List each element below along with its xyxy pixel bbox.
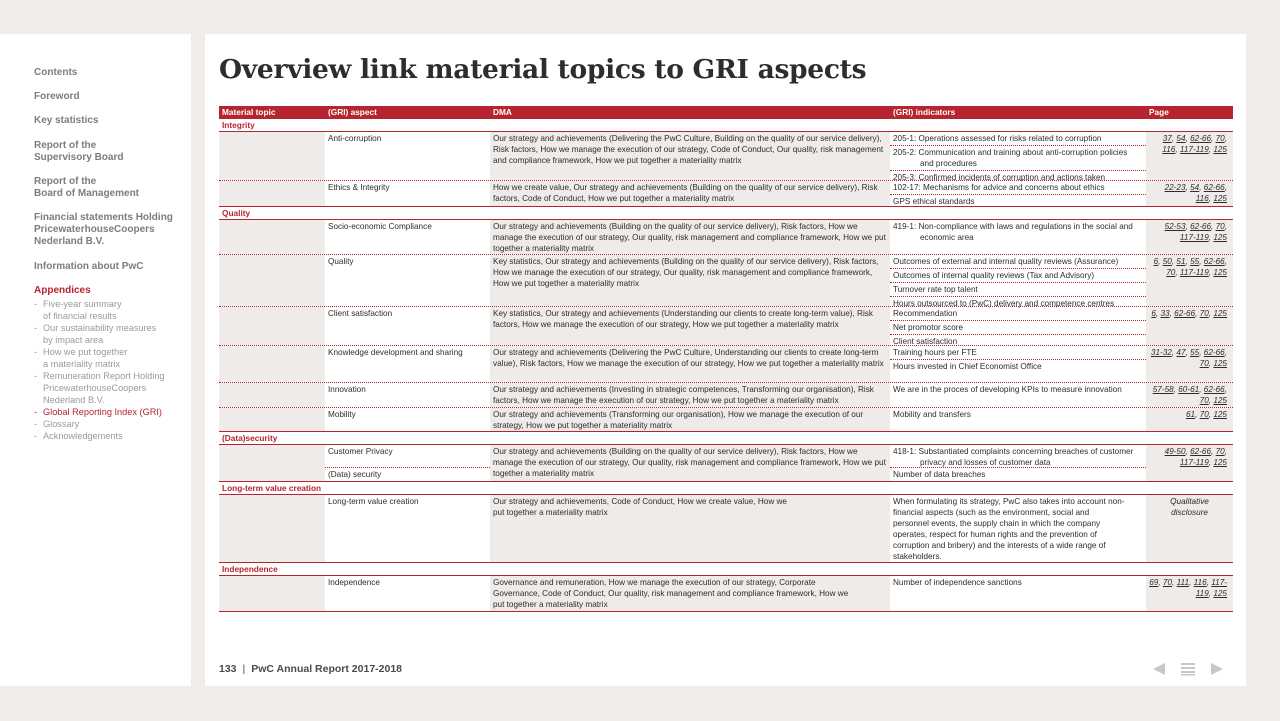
page-link[interactable]: 117-119	[1179, 145, 1209, 154]
page-link[interactable]: 31-32	[1150, 348, 1172, 357]
page-link[interactable]: 125	[1213, 309, 1227, 318]
indicator-item	[890, 346, 1146, 360]
table-row	[219, 307, 1233, 346]
qualitative-disclosure: Qualitative disclosure	[1170, 497, 1209, 517]
dash-marker: -	[34, 371, 38, 381]
indicator-item	[890, 307, 1146, 321]
group-data-security: (Data)security	[219, 432, 1233, 445]
group-integrity: Integrity	[219, 119, 1233, 132]
indicator-text: Recommendation	[893, 309, 958, 318]
page-link[interactable]: 125	[1213, 410, 1227, 419]
page-content	[205, 34, 1246, 686]
indicator-text: 205-1: Operations assessed for risks related to corruption	[893, 134, 1102, 143]
sidebar-item-financial-statements[interactable]: Financial statements Holding PricewaterhouseCoopers Nederland B.V.	[34, 212, 173, 247]
indicators-cell	[890, 408, 1146, 421]
page-links-cell[interactable]: 61, 70, 125	[1185, 410, 1227, 419]
page-link[interactable]: 70	[1199, 396, 1209, 405]
page-links-cell[interactable]: 31-32, 47, 55, 62-66, 70, 125	[1150, 348, 1227, 368]
page-link[interactable]: 70	[1215, 222, 1225, 231]
sidebar-item-information-about-pwc[interactable]: Information about PwC	[34, 261, 144, 272]
table-row	[219, 408, 1233, 432]
dash-marker: -	[34, 407, 38, 417]
sidebar-subitem-label: How we put together a materiality matrix	[43, 347, 128, 369]
page-link[interactable]: 49-50	[1164, 447, 1186, 456]
page-link[interactable]: 6	[1153, 257, 1159, 266]
indicators-cell	[890, 220, 1146, 244]
table-row	[219, 132, 1233, 181]
page-link[interactable]: 52-53	[1164, 222, 1186, 231]
cell-shade	[219, 307, 325, 345]
page-link[interactable]: 117-119	[1195, 578, 1227, 598]
page-link[interactable]: 22-23	[1164, 183, 1186, 192]
aspect-cell: Mobility	[328, 410, 356, 419]
header-dma: DMA	[493, 107, 512, 117]
sidebar-item-supervisory-board[interactable]: Report of the Supervisory Board	[34, 140, 124, 163]
page-link[interactable]: 125	[1213, 194, 1227, 203]
indicator-text: Number of independence sanctions	[893, 578, 1022, 587]
page-link[interactable]: 125	[1213, 268, 1227, 277]
sidebar-item-appendices[interactable]: Appendices	[34, 285, 91, 296]
page-link[interactable]: 69	[1149, 578, 1159, 587]
page-link[interactable]: 117-119	[1179, 233, 1209, 242]
indicator-text: Turnover rate top talent	[893, 285, 978, 294]
appendices-list	[34, 298, 194, 442]
page-link[interactable]: 62-66	[1190, 447, 1212, 456]
sidebar-subitem-sustainability-measures[interactable]	[34, 322, 194, 346]
indicator-text: Hours invested in Chief Economist Office	[893, 362, 1042, 371]
page-link[interactable]: 62-66	[1203, 385, 1225, 394]
group-long-term-value-creation: Long-term value creation	[219, 482, 1233, 495]
indicators-cell	[890, 576, 1146, 589]
sidebar-subitem-acknowledgements[interactable]	[34, 430, 194, 442]
triangle-left-icon[interactable]	[1152, 662, 1166, 681]
dash-marker: -	[34, 431, 38, 441]
dma-cell: Our strategy and achievements, Code of Conduct, How we create value, How we put together a materiality matrix	[493, 497, 787, 517]
cell-shade	[219, 181, 325, 206]
sidebar-subitem-label: Our sustainability measures by impact area	[43, 323, 157, 345]
page-link[interactable]: 61	[1185, 410, 1196, 419]
page-links-cell[interactable]: 6, 33, 62-66, 70, 125	[1151, 309, 1227, 318]
indicators-cell	[890, 445, 1146, 481]
aspect-cell: Anti-corruption	[328, 134, 382, 143]
page-link[interactable]: 55	[1190, 348, 1200, 357]
header-page: Page	[1149, 107, 1169, 117]
table-row	[219, 181, 1233, 207]
indicators-cell	[890, 346, 1146, 373]
aspect-cell: Socio-economic Compliance	[328, 222, 432, 231]
triangle-right-icon[interactable]	[1210, 662, 1224, 681]
indicator-text: Outcomes of internal quality reviews (Tax and Advisory)	[893, 271, 1095, 280]
page-link[interactable]: 60-61	[1178, 385, 1200, 394]
cell-shade	[219, 383, 325, 407]
page-title: Overview link material topics to GRI aspects	[219, 54, 867, 85]
cell-shade	[219, 445, 325, 481]
page-link[interactable]: 70	[1199, 410, 1209, 419]
aspect-text: Customer Privacy	[328, 447, 393, 456]
sidebar-subitem-label: Acknowledgements	[43, 431, 123, 441]
page-link[interactable]: 70	[1215, 134, 1225, 143]
indicator-text: Outcomes of external and internal quality reviews (Assurance)	[893, 257, 1119, 266]
sidebar-subitem-remuneration-report[interactable]	[34, 370, 194, 406]
page-number: 133	[219, 663, 237, 675]
table-row	[219, 383, 1233, 408]
dma-cell: Key statistics, Our strategy and achievements (Understanding our clients to create long-term value), Risk factors, How we manage the execution of our strategy, How we put together a materiality matrix	[493, 309, 873, 329]
indicator-item	[890, 408, 1146, 421]
dma-cell: Our strategy and achievements (Delivering the PwC Culture, Understanding our clients to create long-term value), Risk factors, How we manage the execution of our strategy, How we put together a materiality matrix	[493, 348, 884, 368]
page-link[interactable]: 70	[1166, 268, 1176, 277]
indicator-item	[890, 576, 1146, 589]
page-link[interactable]: 33	[1160, 309, 1170, 318]
page-link[interactable]: 37	[1162, 134, 1172, 143]
dma-cell: Our strategy and achievements (Transforming our organisation), How we manage the execution of our strategy, How we put together a materiality matrix	[493, 410, 864, 430]
cell-shade	[219, 408, 325, 431]
table-row	[219, 255, 1233, 307]
page-link[interactable]: 116	[1195, 194, 1209, 203]
indicator-text: 205-3: Confirmed incidents of corruption and actions taken	[893, 173, 1106, 182]
cell-shade	[219, 346, 325, 382]
page-link[interactable]: 6	[1151, 309, 1156, 318]
indicator-text: Number of data breaches	[893, 470, 986, 479]
table-row	[219, 576, 1233, 612]
sidebar-subitem-gri[interactable]	[34, 406, 194, 418]
dma-cell: Governance and remuneration, How we manage the execution of our strategy, Corporate Governance, Code of Conduct, Our quality, risk management and compliance framework, How we put together a materiality matrix	[493, 578, 849, 609]
page-link[interactable]: 117-119	[1179, 268, 1209, 277]
sidebar-subitem-glossary[interactable]	[34, 418, 194, 430]
indicator-item	[890, 468, 1146, 481]
gri-table	[219, 106, 1233, 612]
sidebar-item-key-statistics[interactable]: Key statistics	[34, 115, 99, 126]
aspect-item	[325, 468, 490, 481]
page-link[interactable]: 57-58	[1152, 385, 1174, 394]
indicators-cell	[890, 307, 1146, 348]
indicator-item	[890, 269, 1146, 283]
indicator-item	[890, 445, 1146, 468]
header-gri-indicators: (GRI) indicators	[893, 107, 956, 117]
table-row	[219, 445, 1233, 482]
cell-shade	[219, 132, 325, 180]
page-link[interactable]: 70	[1199, 309, 1209, 318]
dash-marker: -	[34, 419, 38, 429]
indicator-item	[890, 146, 1146, 171]
indicator-text: We are in the proces of developing KPIs to measure innovation	[893, 385, 1122, 394]
cell-shade	[219, 576, 325, 611]
page-links-cell[interactable]: 6, 50, 51, 55, 62-66, 70, 117-119, 125	[1153, 257, 1227, 277]
indicator-item	[890, 220, 1146, 244]
indicator-text: Training hours per FTE	[893, 348, 977, 357]
indicator-text: 205-2: Communication and training about anti-corruption policies and procedures	[893, 148, 1128, 168]
sidebar-subitem-five-year-summary[interactable]	[34, 298, 194, 322]
dma-cell: Our strategy and achievements (Investing in strategic competences, Transforming our organisation), Risk factors, How we manage the execution of our strategy, How we put together a materiality matrix	[493, 385, 874, 405]
indicator-text: Client satisfaction	[893, 337, 958, 346]
page-link[interactable]: 125	[1213, 589, 1227, 598]
aspect-cell: Knowledge development and sharing	[328, 348, 463, 357]
page-link[interactable]: 111	[1176, 578, 1190, 587]
sidebar-subitem-label: Global Reporting Index (GRI)	[43, 407, 162, 417]
group-quality: Quality	[219, 207, 1233, 220]
report-title: PwC Annual Report 2017-2018	[251, 663, 403, 675]
page-link[interactable]: 62-66	[1190, 134, 1212, 143]
page-link[interactable]: 117-119	[1179, 458, 1209, 467]
page-link[interactable]: 70	[1162, 578, 1173, 587]
indicator-text: Hours outsourced to (PwC) delivery and competence centres	[893, 299, 1115, 308]
page-links-cell[interactable]: 57-58, 60-61, 62-66, 70, 125	[1152, 385, 1227, 405]
aspect-cell: Long-term value creation	[328, 497, 419, 506]
sidebar-subitem-label: Remuneration Report Holding PricewaterhouseCoopers Nederland B.V.	[43, 371, 165, 405]
indicator-item	[890, 383, 1146, 396]
footer-separator: |	[242, 663, 246, 675]
cell-shade	[219, 495, 325, 562]
sidebar-subitem-materiality-matrix[interactable]	[34, 346, 194, 370]
page-links-cell[interactable]: 69, 70, 111, 116, 117-119, 125	[1149, 578, 1227, 598]
indicator-item	[890, 255, 1146, 269]
page-footer	[219, 663, 402, 675]
indicators-cell	[890, 181, 1146, 208]
page-link[interactable]: 62-66	[1190, 222, 1212, 231]
aspect-cell: Client satisfaction	[328, 309, 393, 318]
aspect-cell: Independence	[328, 578, 380, 587]
dma-cell: Our strategy and achievements (Delivering the PwC Culture, Building on the quality of our service delivery), Risk factors, How we manage the execution of our strategy, Code of Conduct, Our quality, risk management and compliance framework, How we put together a materiality matrix	[493, 134, 884, 165]
page-link[interactable]: 62-66	[1203, 257, 1225, 266]
page-links-cell[interactable]: 22-23, 54, 62-66, 116, 125	[1164, 183, 1227, 203]
table-row	[219, 495, 1233, 563]
page-link[interactable]: 54	[1176, 134, 1186, 143]
aspect-cell: Innovation	[328, 385, 366, 394]
dash-marker: -	[34, 347, 38, 357]
page-link[interactable]: 62-66	[1203, 183, 1225, 192]
table-row	[219, 220, 1233, 255]
sidebar-subitem-label: Glossary	[43, 419, 80, 429]
page-link[interactable]: 62-66	[1203, 348, 1225, 357]
sidebar	[0, 34, 191, 686]
page-links-cell[interactable]: 49-50, 62-66, 70, 117-119, 125	[1164, 447, 1227, 467]
indicator-item	[890, 321, 1146, 335]
page-link[interactable]: 51	[1176, 257, 1186, 266]
indicators-cell	[890, 132, 1146, 184]
dash-marker: -	[34, 299, 38, 309]
sidebar-item-foreword[interactable]: Foreword	[34, 91, 80, 102]
indicator-text: 102-17: Mechanisms for advice and concerns about ethics	[893, 183, 1105, 192]
header-gri-aspect: (GRI) aspect	[328, 107, 377, 117]
page-link[interactable]: 125	[1213, 458, 1227, 467]
page-link[interactable]: 125	[1213, 145, 1227, 154]
aspect-cell: Quality	[328, 257, 354, 266]
sidebar-subitem-label: Five-year summary of financial results	[43, 299, 122, 321]
dma-cell: Key statistics, Our strategy and achievements (Building on the quality of our service delivery), Risk factors, How we manage the execution of our strategy, Our quality, risk management and compliance framework, How we put together a materiality matrix	[493, 257, 879, 288]
page-link[interactable]: 116	[1193, 578, 1207, 587]
table-header	[219, 106, 1233, 119]
page-link[interactable]: 62-66	[1174, 309, 1196, 318]
indicator-text: Net promotor score	[893, 323, 964, 332]
cell-shade	[219, 255, 325, 306]
page-link[interactable]: 50	[1162, 257, 1172, 266]
aspect-cell	[325, 445, 490, 481]
page-navigation	[1152, 662, 1224, 678]
page-link[interactable]: 55	[1190, 257, 1200, 266]
table-row	[219, 346, 1233, 383]
indicator-text: 419-1: Non-compliance with laws and regulations in the social and economic area	[893, 222, 1133, 242]
page-link[interactable]: 54	[1190, 183, 1200, 192]
aspect-text: (Data) security	[328, 470, 382, 479]
indicator-text: 418-1: Substantiated complaints concerning breaches of customer privacy and losses of customer data	[893, 447, 1134, 467]
indicator-text: GPS ethical standards	[893, 197, 975, 206]
dma-cell: Our strategy and achievements (Building on the quality of our service delivery), Risk factors, How we manage the execution of our strategy, Our quality, risk management and compliance framework, How we put together a materiality matrix	[493, 222, 886, 253]
indicator-item	[890, 360, 1146, 373]
indicators-cell: When formulating its strategy, PwC also takes into account non-financial aspects (such as the environment, social and personnel events, the supply chain in which the company operates, respect for human rights and the prevention of corruption and bribery) and the interests of a wide range of stakeholders.	[893, 497, 1125, 561]
page-link[interactable]: 125	[1213, 359, 1227, 368]
sidebar-item-board-of-management[interactable]: Report of the Board of Management	[34, 176, 140, 199]
indicators-cell	[890, 383, 1146, 396]
indicator-item	[890, 283, 1146, 297]
page-link[interactable]: 70	[1215, 447, 1225, 456]
page-link[interactable]: 116	[1162, 145, 1176, 154]
group-independence: Independence	[219, 563, 1233, 576]
page-link[interactable]: 47	[1176, 348, 1186, 357]
header-material-topic: Material topic	[222, 107, 276, 117]
page-link[interactable]: 125	[1213, 233, 1227, 242]
menu-lines-icon[interactable]	[1180, 662, 1196, 681]
cell-shade	[219, 220, 325, 254]
dash-marker: -	[34, 323, 38, 333]
dma-cell: Our strategy and achievements (Building on the quality of our service delivery), Risk factors, How we manage the execution of our strategy, Our quality, risk management and compliance framework, How we put together a materiality matrix	[493, 447, 886, 478]
page-link[interactable]: 70	[1199, 359, 1209, 368]
aspect-item	[325, 445, 490, 468]
indicator-text: Mobility and transfers	[893, 410, 971, 419]
page-links-cell[interactable]: 52-53, 62-66, 70, 117-119, 125	[1164, 222, 1227, 242]
sidebar-item-contents[interactable]: Contents	[34, 67, 78, 78]
aspect-cell: Ethics & Integrity	[328, 183, 390, 192]
indicator-item	[890, 132, 1146, 146]
page-links-cell[interactable]: 37, 54, 62-66, 70, 116, 117-119, 125	[1162, 134, 1227, 154]
indicator-item	[890, 181, 1146, 195]
indicators-cell	[890, 255, 1146, 310]
page-link[interactable]: 125	[1213, 396, 1227, 405]
dma-cell: How we create value, Our strategy and achievements (Building on the quality of our service delivery), Risk factors, Code of Conduct, How we put together a materiality matrix	[493, 183, 878, 203]
